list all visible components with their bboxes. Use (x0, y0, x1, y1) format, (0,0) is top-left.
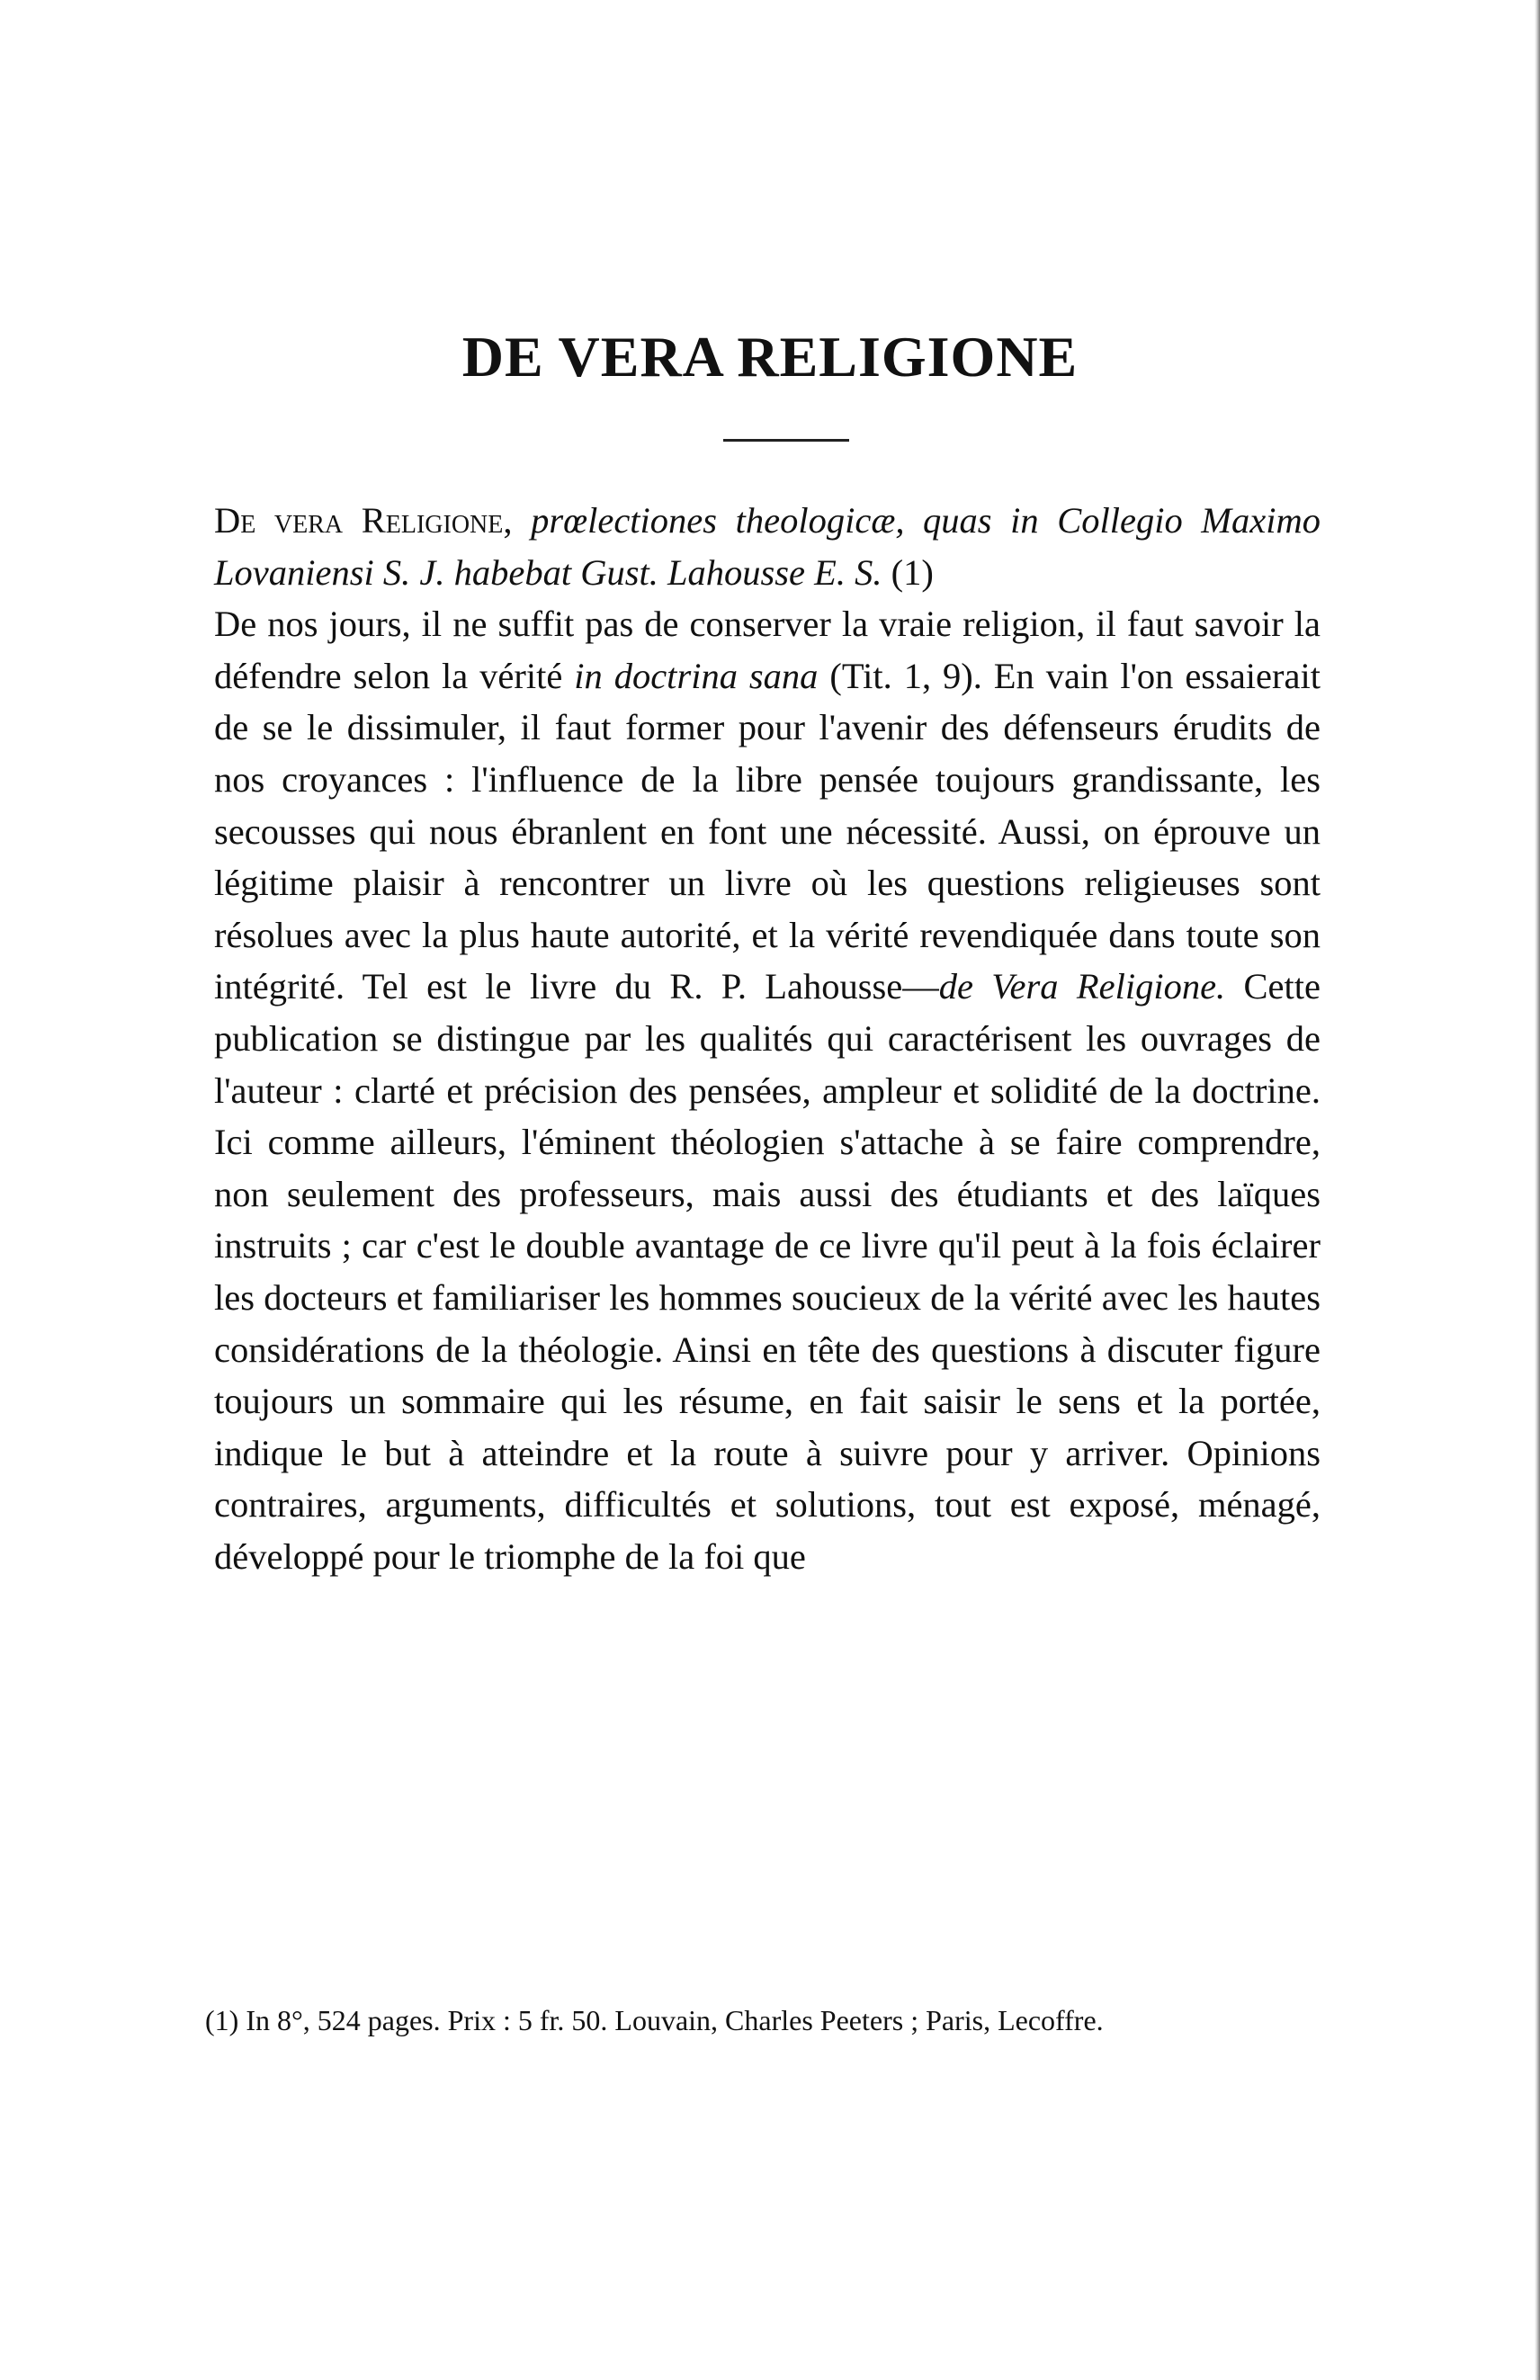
footnote-reference: (1) (891, 551, 934, 593)
book-heading: De vera Religione, prœlectiones theologicæ, quas in Collegio Maximo Lovaniensi S. J. habebat Gust. Lahousse E. S. (1) (214, 500, 1321, 593)
book-title-smallcaps: De vera Religione (214, 500, 504, 541)
paragraph-text-3: Cette publication se distingue par les qualités qui caractérisent les ouvrages de l'auteur : clarté et précision des pensées, ampleur et solidité de la doctrine. Ici comme ailleurs, l'éminent théologien s'attache à se faire comprendre, non seulement des professeurs, mais aussi des étudiants et des laïques instruits ; car c'est le double avantage de ce livre qu'il peut à la fois éclairer les docteurs et familiariser les hommes soucieux de la vérité avec les hautes considérations de la théologie. Ainsi en tête des questions à discuter figure toujours un sommaire qui les résume, en fait saisir le sens et la portée, indique le but à atteindre et la route à suivre pour y arriver. Opinions contraires, arguments, difficultés et solutions, tout est exposé, ménagé, développé pour le triomphe de la foi que (214, 966, 1321, 1577)
main-paragraph (214, 598, 1321, 1582)
title-rule (723, 439, 849, 442)
paragraph-italic-2: de Vera Religione. (938, 966, 1226, 1007)
paragraph-italic-1: in doctrina sana (574, 655, 819, 696)
body-text (214, 495, 1321, 1582)
footnote: (1) In 8°, 524 pages. Prix : 5 fr. 50. Louvain, Charles Peeters ; Paris, Lecoffre. (205, 2004, 1104, 2036)
page-title: DE VERA RELIGIONE (461, 325, 1079, 389)
paragraph-text-2: (Tit. 1, 9). En vain l'on essaierait de se le dissimuler, il faut former pour l'avenir des défenseurs érudits de nos croyances : l'influence de la libre pensée toujours grandissante, les secousses qui nous ébranlent en font une nécessité. Aussi, on éprouve un légitime plaisir à rencontrer un livre où les questions religieuses sont résolues avec la plus haute autorité, et la vérité revendiquée dans toute son intégrité. Tel est le livre du R. P. Lahousse— (214, 655, 1321, 1007)
book-subtitle-italic: prœlectiones theologicæ, quas in Collegio Maximo Lovaniensi S. J. habebat Gust. Lahousse E. S. (214, 500, 1321, 593)
paragraph-text-1: De nos jours, il ne suffit pas de conserver la vraie religion, il faut savoir la défendre selon la vérité (214, 604, 1321, 696)
